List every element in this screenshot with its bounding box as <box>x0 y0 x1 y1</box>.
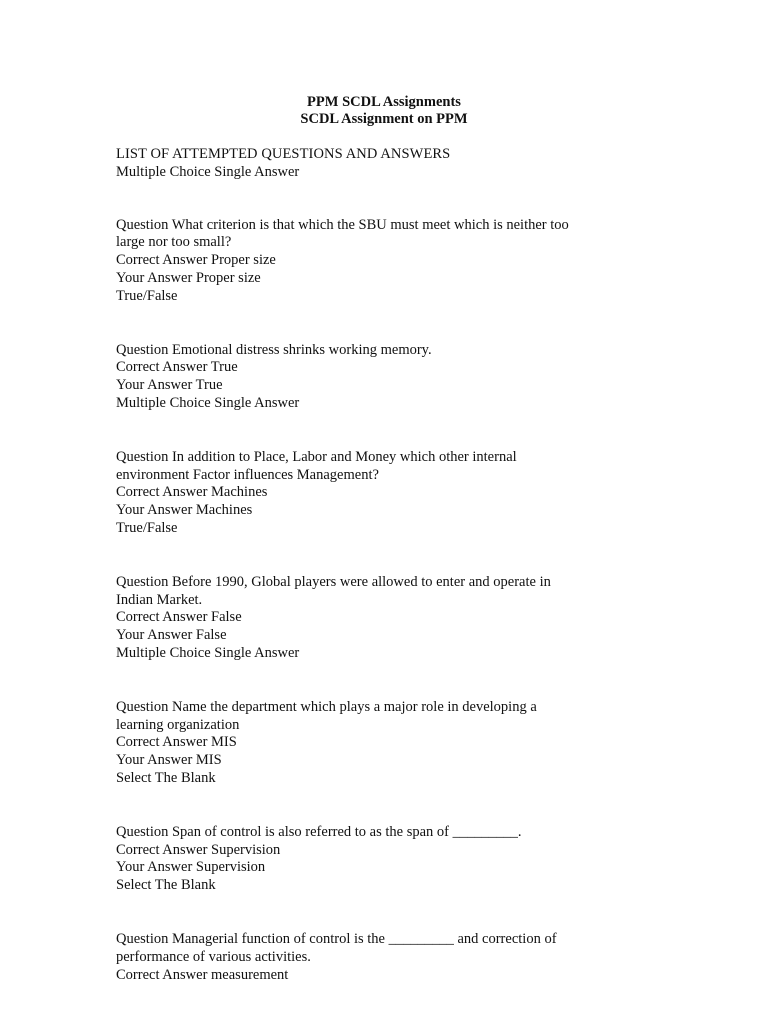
your-answer: Your Answer Supervision <box>116 859 266 876</box>
question-type-label: Select The Blank <box>116 877 216 894</box>
your-answer: Your Answer False <box>116 627 227 644</box>
question-line: Question Name the department which plays a major role in developing a <box>116 698 537 715</box>
your-answer: Your Answer Machines <box>116 502 253 519</box>
question-line: Question Before 1990, Global players were allowed to enter and operate in <box>116 573 551 590</box>
correct-answer: Correct Answer measurement <box>116 966 289 983</box>
question-line: Question Span of control is also referred to as the span of _________. <box>116 823 522 840</box>
correct-answer: Correct Answer Machines <box>116 484 268 501</box>
correct-answer: Correct Answer MIS <box>116 734 237 751</box>
question-line: Question Managerial function of control is the _________ and correction of <box>116 930 557 947</box>
question-type-label: Multiple Choice Single Answer <box>116 394 300 411</box>
question-type-label: Multiple Choice Single Answer <box>116 644 300 661</box>
document-body <box>116 146 616 984</box>
list-heading: LIST OF ATTEMPTED QUESTIONS AND ANSWERS <box>116 146 451 162</box>
question-type-label: Select The Blank <box>116 769 216 786</box>
correct-answer: Correct Answer True <box>116 359 238 376</box>
qa-item <box>116 217 616 306</box>
document-subtitle: SCDL Assignment on PPM <box>300 111 468 127</box>
question-line: Question What criterion is that which the SBU must meet which is neither too <box>116 216 569 233</box>
question-line: learning organization <box>116 716 240 733</box>
question-line: Question Emotional distress shrinks working memory. <box>116 341 432 358</box>
correct-answer: Correct Answer Supervision <box>116 841 281 858</box>
question-type-label: True/False <box>116 287 178 304</box>
question-type-label: Multiple Choice Single Answer <box>116 163 300 180</box>
qa-item <box>116 699 616 788</box>
your-answer: Your Answer MIS <box>116 752 222 769</box>
qa-item <box>116 824 616 895</box>
qa-item <box>116 449 616 538</box>
question-line: environment Factor influences Management? <box>116 466 379 483</box>
qa-item <box>116 931 616 984</box>
qa-item <box>116 342 616 413</box>
correct-answer: Correct Answer False <box>116 609 242 626</box>
question-line: Question In addition to Place, Labor and Money which other internal <box>116 448 517 465</box>
spacer <box>116 182 616 217</box>
your-answer: Your Answer True <box>116 377 223 394</box>
correct-answer: Correct Answer Proper size <box>116 252 276 269</box>
your-answer: Your Answer Proper size <box>116 269 261 286</box>
question-type-label: True/False <box>116 519 178 536</box>
question-line: performance of various activities. <box>116 948 311 965</box>
qa-item <box>116 574 616 663</box>
question-line: Indian Market. <box>116 591 203 608</box>
document-title: PPM SCDL Assignments <box>307 94 461 110</box>
question-line: large nor too small? <box>116 234 232 251</box>
